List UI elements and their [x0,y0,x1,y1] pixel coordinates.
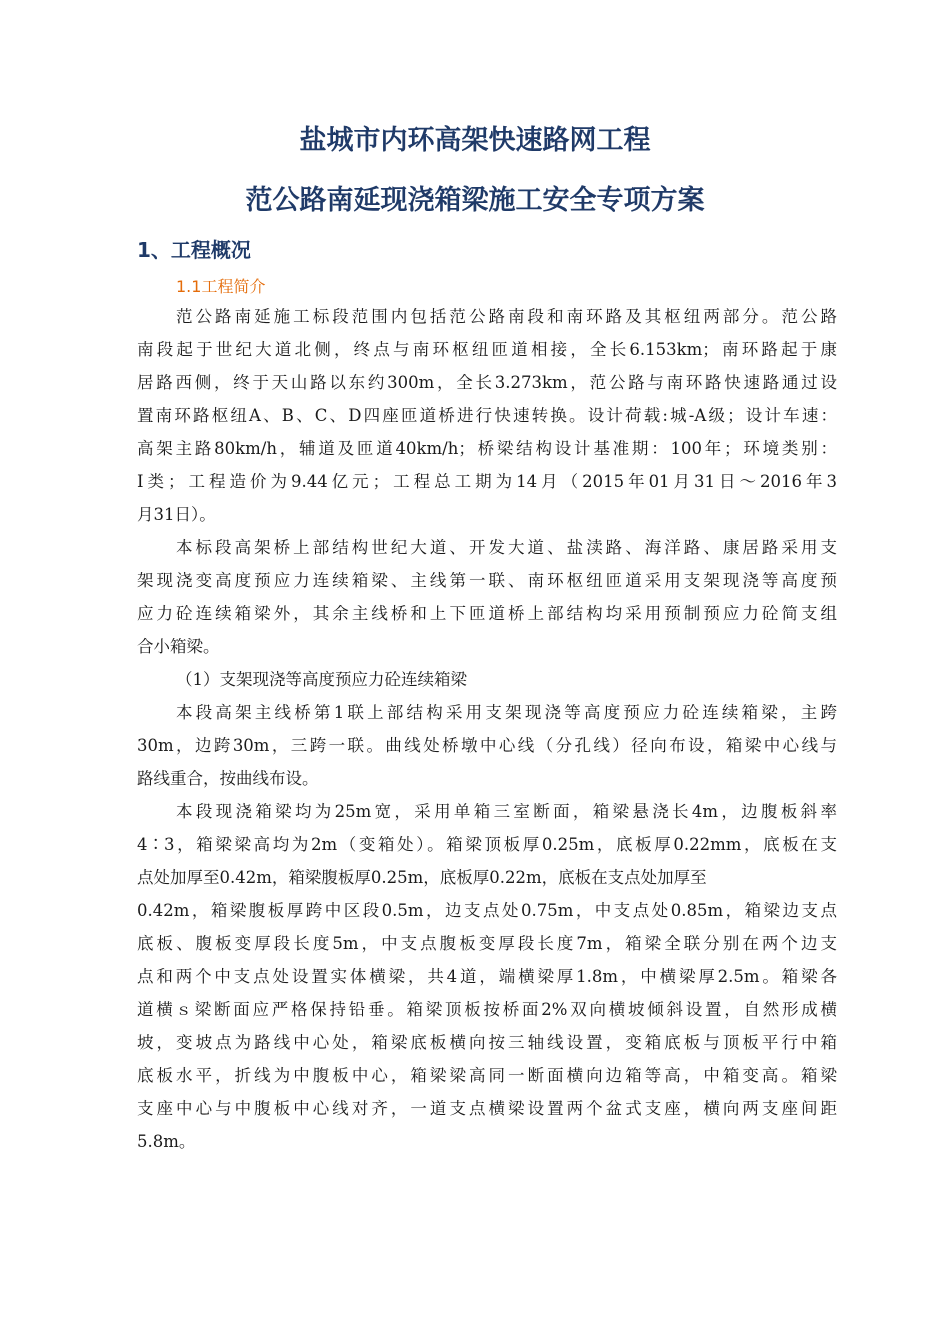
paragraph1-line: 南段起于世纪大道北侧，终点与南环枢纽匝道相接，全长6.153km；南环路起于康 [137,340,837,359]
paragraph4-line: 底板、腹板变厚段长度5m，中支点腹板变厚段长度7m，箱梁全联分别在两个边支 [137,934,837,953]
item-heading: （1）支架现浇等高度预应力砼连续箱梁 [176,670,467,689]
paragraph2-line: 本标段高架桥上部结构世纪大道、开发大道、盐渎路、海洋路、康居路采用支 [176,538,837,557]
paragraph4-line: 支座中心与中腹板中心线对齐，一道支点横梁设置两个盆式支座，横向两支座间距 [137,1099,837,1118]
paragraph1-line: 月31日）。 [137,505,216,524]
paragraph1-line: 高架主路80km/h，辅道及匝道40km/h；桥梁结构设计基准期：100年；环境类别： [137,439,837,458]
paragraph2-line: 合小箱梁。 [137,637,220,656]
paragraph4-line: 0.42m，箱梁腹板厚跨中区段0.5m，边支点处0.75m，中支点处0.85m，箱梁边支点 [137,901,837,920]
paragraph3-line: 路线重合，按曲线布设。 [137,769,319,788]
paragraph4-line: 底板水平，折线为中腹板中心，箱梁梁高同一断面横向边箱等高，中箱变高。箱梁 [137,1066,837,1085]
paragraph4-line: 道横ｓ梁断面应严格保持铅垂。箱梁顶板按桥面2%双向横坡倾斜设置，自然形成横 [137,1000,837,1019]
subsection-heading: 1.1工程简介 [176,277,266,296]
paragraph3-line: 本段高架主线桥第1联上部结构采用支架现浇等高度预应力砼连续箱梁，主跨 [176,703,837,722]
paragraph1-line: 居路西侧，终于天山路以东约300m，全长3.273km，范公路与南环路快速路通过设 [137,373,837,392]
paragraph4-line: 点处加厚至0.42m，箱梁腹板厚0.25m，底板厚0.22m，底板在支点处加厚至 [137,868,707,887]
paragraph4-line: 点和两个中支点处设置实体横梁，共4道，端横梁厚1.8m，中横梁厚2.5m。箱梁各 [137,967,837,986]
paragraph4-line: 5.8m。 [137,1132,196,1151]
section-heading: 1、工程概况 [137,238,251,262]
paragraph4-line: 4∶3，箱梁梁高均为2m（变箱处）。箱梁顶板厚0.25m，底板厚0.22mm，底板在支 [137,835,837,854]
paragraph3-line: 30m，边跨30m，三跨一联。曲线处桥墩中心线（分孔线）径向布设，箱梁中心线与 [137,736,837,755]
paragraph1-line: 范公路南延施工标段范围内包括范公路南段和南环路及其枢纽两部分。范公路 [176,307,837,326]
paragraph1-line: 置南环路枢纽A、B、C、D四座匝道桥进行快速转换。设计荷载:城-A级；设计车速： [137,406,837,425]
paragraph4-line: 本段现浇箱梁均为25m宽，采用单箱三室断面，箱梁悬浇长4m，边腹板斜率 [176,802,837,821]
paragraph2-line: 应力砼连续箱梁外，其余主线桥和上下匝道桥上部结构均采用预制预应力砼简支组 [137,604,837,623]
paragraph1-line: Ⅰ类；工程造价为9.44亿元；工程总工期为14月（2015年01月31日～2016年3 [137,472,837,491]
document-title-line2: 范公路南延现浇箱梁施工安全专项方案 [245,185,705,216]
document-title-line1: 盐城市内环高架快速路网工程 [299,125,651,156]
paragraph2-line: 架现浇变高度预应力连续箱梁、主线第一联、南环枢纽匝道采用支架现浇等高度预 [137,571,837,590]
paragraph4-line: 坡，变坡点为路线中心处，箱梁底板横向按三轴线设置，变箱底板与顶板平行中箱 [137,1033,837,1052]
